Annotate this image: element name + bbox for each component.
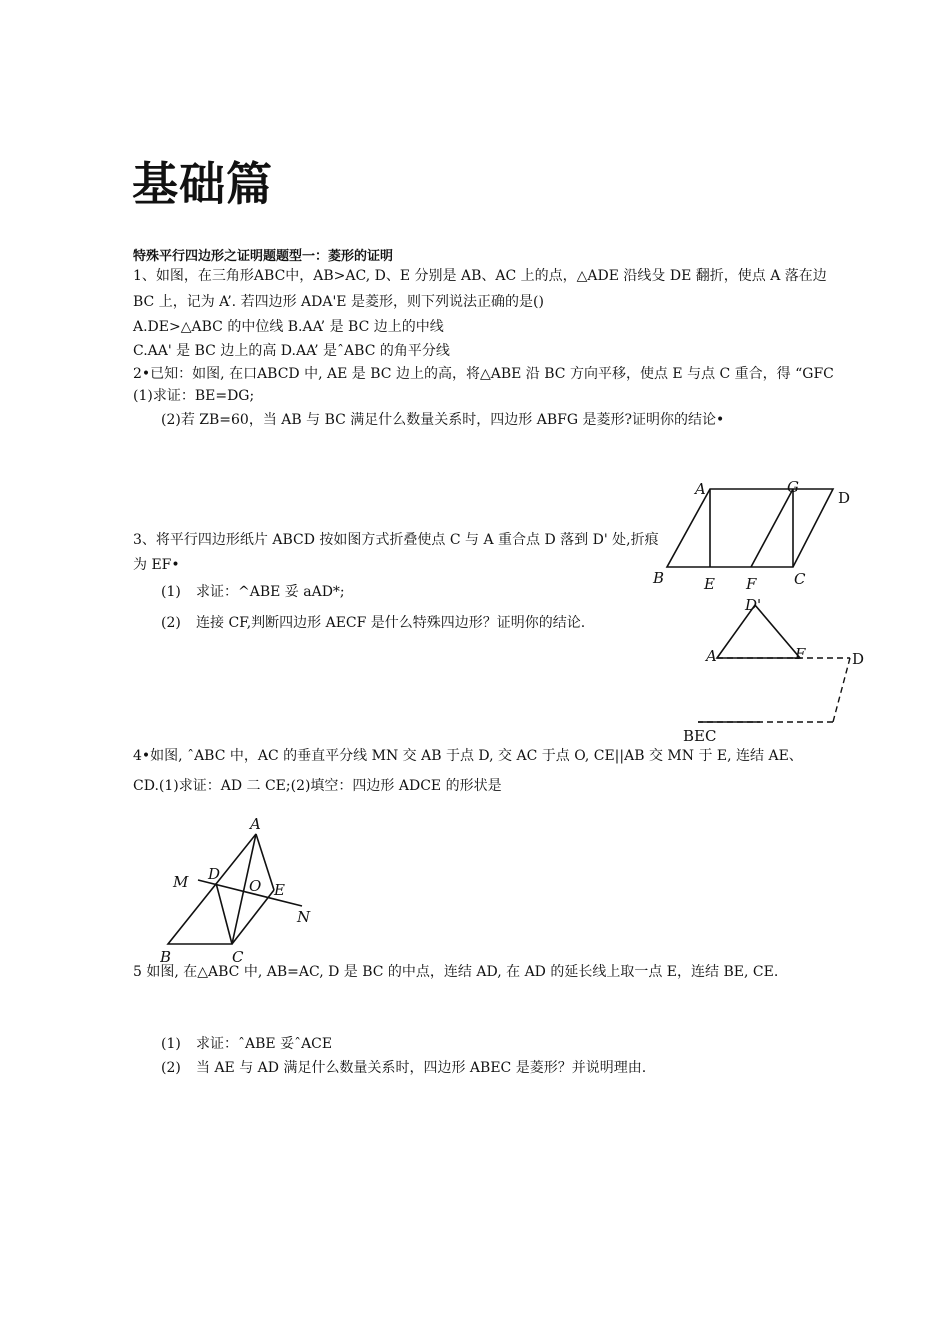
q1-line-3: A.DE>△ABC 的中位线 B.AA’ 是 BC 边上的中线 [133,319,444,335]
q4-line-1: 4•如图, ˆABC 中，AC 的垂直平分线 MN 交 AB 于点 D, 交 AC 于点 O, CE||AB 交 MN 于 E, 连结 AE、 [133,748,803,764]
q4-line-2: CD.(1)求证：AD 二 CE;(2)填空：四边形 ADCE 的形状是 [133,778,502,794]
q3-part-1: 求证：^ABE 妥 aAD*; [196,584,345,600]
label-d: D [838,489,851,507]
label-b: B [653,569,665,587]
section-subtitle: 特殊平行四边形之证明题题型一：菱形的证明 [133,249,394,264]
parallelogram-figure [640,470,860,600]
label-b: B [160,948,172,966]
q1-line-4: C.AA' 是 BC 边上的高 D.AA’ 是ˆABC 的角平分线 [133,343,450,359]
page-title: 基础篇 [132,157,273,211]
label-c: C [232,948,244,966]
label-a: A [250,815,261,833]
label-o: O [249,877,262,895]
q5-part-2-num: (2) [161,1060,181,1076]
label-f: F [795,645,806,663]
label-d: D [208,865,221,883]
label-a: A [695,480,706,498]
q2-line-2: (1)求证：BE=DG; [133,388,255,404]
label-bec: BEC [683,727,717,745]
q1-line-1: 1、如图，在三角形ABC中，AB>AC, D、E 分别是 AB、AC 上的点，△ADE 沿线殳 DE 翻折，使点 A 落在边 [133,268,827,284]
q3-part-2: 连接 CF,判断四边形 AECF 是什么特殊四边形？证明你的结论. [196,615,586,631]
label-d-prime: D' [745,596,762,614]
q1-line-2: BC 上，记为 A’. 若四边形 ADA'E 是菱形，则下列说法正确的是() [133,294,544,310]
label-a: A [706,647,717,665]
label-m: M [173,873,189,891]
label-c: C [794,570,806,588]
q3-line-2: 为 EF• [133,557,180,573]
label-n: N [297,908,311,926]
label-g: G [787,478,799,496]
label-d: D [852,650,865,668]
q5-line-1: 5 如图, 在△ABC 中, AB=AC, D 是 BC 的中点，连结 AD, 在 AD 的延长线上取一点 E，连结 BE, CE. [133,964,779,980]
q5-part-2: 当 AE 与 AD 满足什么数量关系时，四边形 ABEC 是菱形？并说明理由. [196,1060,647,1076]
q3-part-1-num: (1) [161,584,181,600]
q3-line-1: 3、将平行四边形纸片 ABCD 按如图方式折叠使点 C 与 A 重合点 D 落到 D' 处,折痕 [133,532,659,548]
label-e: E [704,575,715,593]
q5-part-1-num: (1) [161,1036,181,1052]
q2-line-1: 2•已知：如图, 在口ABCD 中, AE 是 BC 边上的高，将△ABE 沿 BC 方向平移，使点 E 与点 C 重合，得 “GFC [133,366,834,382]
q5-part-1: 求证：ˆABE 妥ˆACE [196,1036,333,1052]
label-f: F [746,575,757,593]
q3-part-2-num: (2) [161,615,181,631]
triangle-bisector-figure [160,810,330,970]
label-e: E [274,881,285,899]
q2-line-3: (2)若 ZB=60，当 AB 与 BC 满足什么数量关系时，四边形 ABFG 是菱形?证明你的结论• [161,412,725,428]
folding-figure [680,595,870,750]
